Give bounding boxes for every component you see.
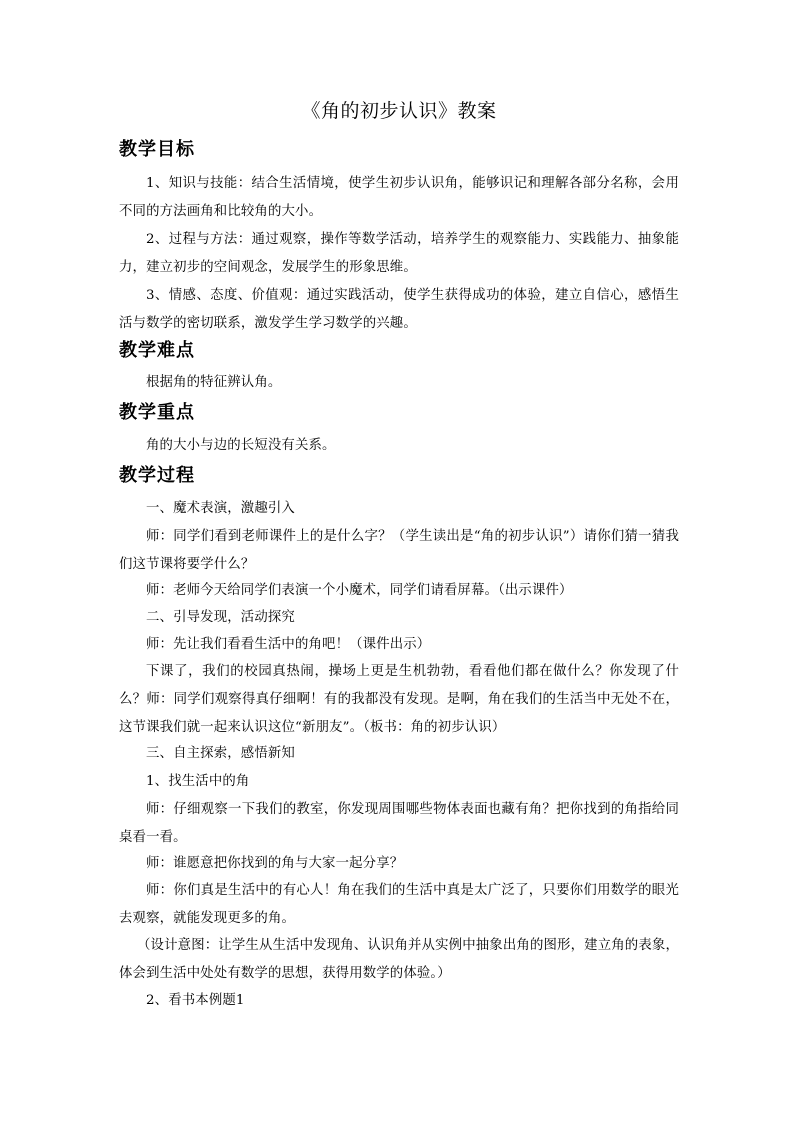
process-paragraph-10: 师：谁愿意把你找到的角与大家一起分享？ <box>146 856 404 871</box>
design-intent-note: （设计意图：让学生从生活中发现角、认识角并从实例中抽象出角的图形，建立角的表象，体会到生活中处处有数学的思想，获得用数学的体验。） <box>119 938 679 981</box>
process-paragraph-2: 师：同学们看到老师课件上的是什么字？（学生读出是“角的初步认识”）请你们猜一猜我们这节课将要学什么？ <box>119 529 679 572</box>
process-paragraph-4: 二、引导发现，活动探究 <box>146 610 295 625</box>
process-paragraph-1: 一、魔术表演，激趣引入 <box>146 501 295 516</box>
goal-paragraph-1: 1、知识与技能：结合生活情境，使学生初步认识角，能够识记和理解各部分名称，会用不同的方法画角和比较角的大小。 <box>119 176 679 219</box>
heading-teaching-process: 教学过程 <box>119 465 195 486</box>
heading-teaching-goals: 教学目标 <box>119 139 195 160</box>
goal-paragraph-2: 2、过程与方法：通过观察，操作等数学活动，培养学生的观察能力、实践能力、抽象能力，建立初步的空间观念，发展学生的形象思维。 <box>119 232 679 275</box>
heading-teaching-difficulty: 教学难点 <box>119 340 195 361</box>
process-paragraph-5: 师：先让我们看看生活中的角吧！（课件出示） <box>146 637 431 652</box>
process-paragraph-13: 2、看书本例题1 <box>146 993 245 1008</box>
document-title: 《角的初步认识》教案 <box>301 100 497 122</box>
difficulty-paragraph: 根据角的特征辨认角。 <box>146 375 282 390</box>
goal-paragraph-3: 3、情感、态度、价值观：通过实践活动，使学生获得成功的体验，建立自信心，感悟生活与数学的密切联系，激发学生学习数学的兴趣。 <box>119 288 679 331</box>
process-paragraph-3: 师：老师今天给同学们表演一个小魔术，同学们请看屏幕。（出示课件） <box>146 583 573 598</box>
process-paragraph-11: 师：你们真是生活中的有心人！角在我们的生活中真是太广泛了，只要你们用数学的眼光去观察，就能发现更多的角。 <box>119 883 679 926</box>
process-paragraph-6: 下课了，我们的校园真热闹，操场上更是生机勃勃，看看他们都在做什么？你发现了什么？师：同学们观察得真仔细啊！有的我都没有发现。是啊，角在我们的生活当中无处不在，这节课我们就一起来认识这位“新朋友”。（板书：角的初步认识） <box>119 664 679 735</box>
heading-teaching-keypoint: 教学重点 <box>119 402 195 423</box>
process-paragraph-7: 三、自主探索，感悟新知 <box>146 746 295 761</box>
process-paragraph-9: 师：仔细观察一下我们的教室，你发现周围哪些物体表面也藏有角？把你找到的角指给同桌看一看。 <box>119 802 679 845</box>
process-paragraph-8: 1、找生活中的角 <box>146 774 250 789</box>
keypoint-paragraph: 角的大小与边的长短没有关系。 <box>146 438 336 453</box>
